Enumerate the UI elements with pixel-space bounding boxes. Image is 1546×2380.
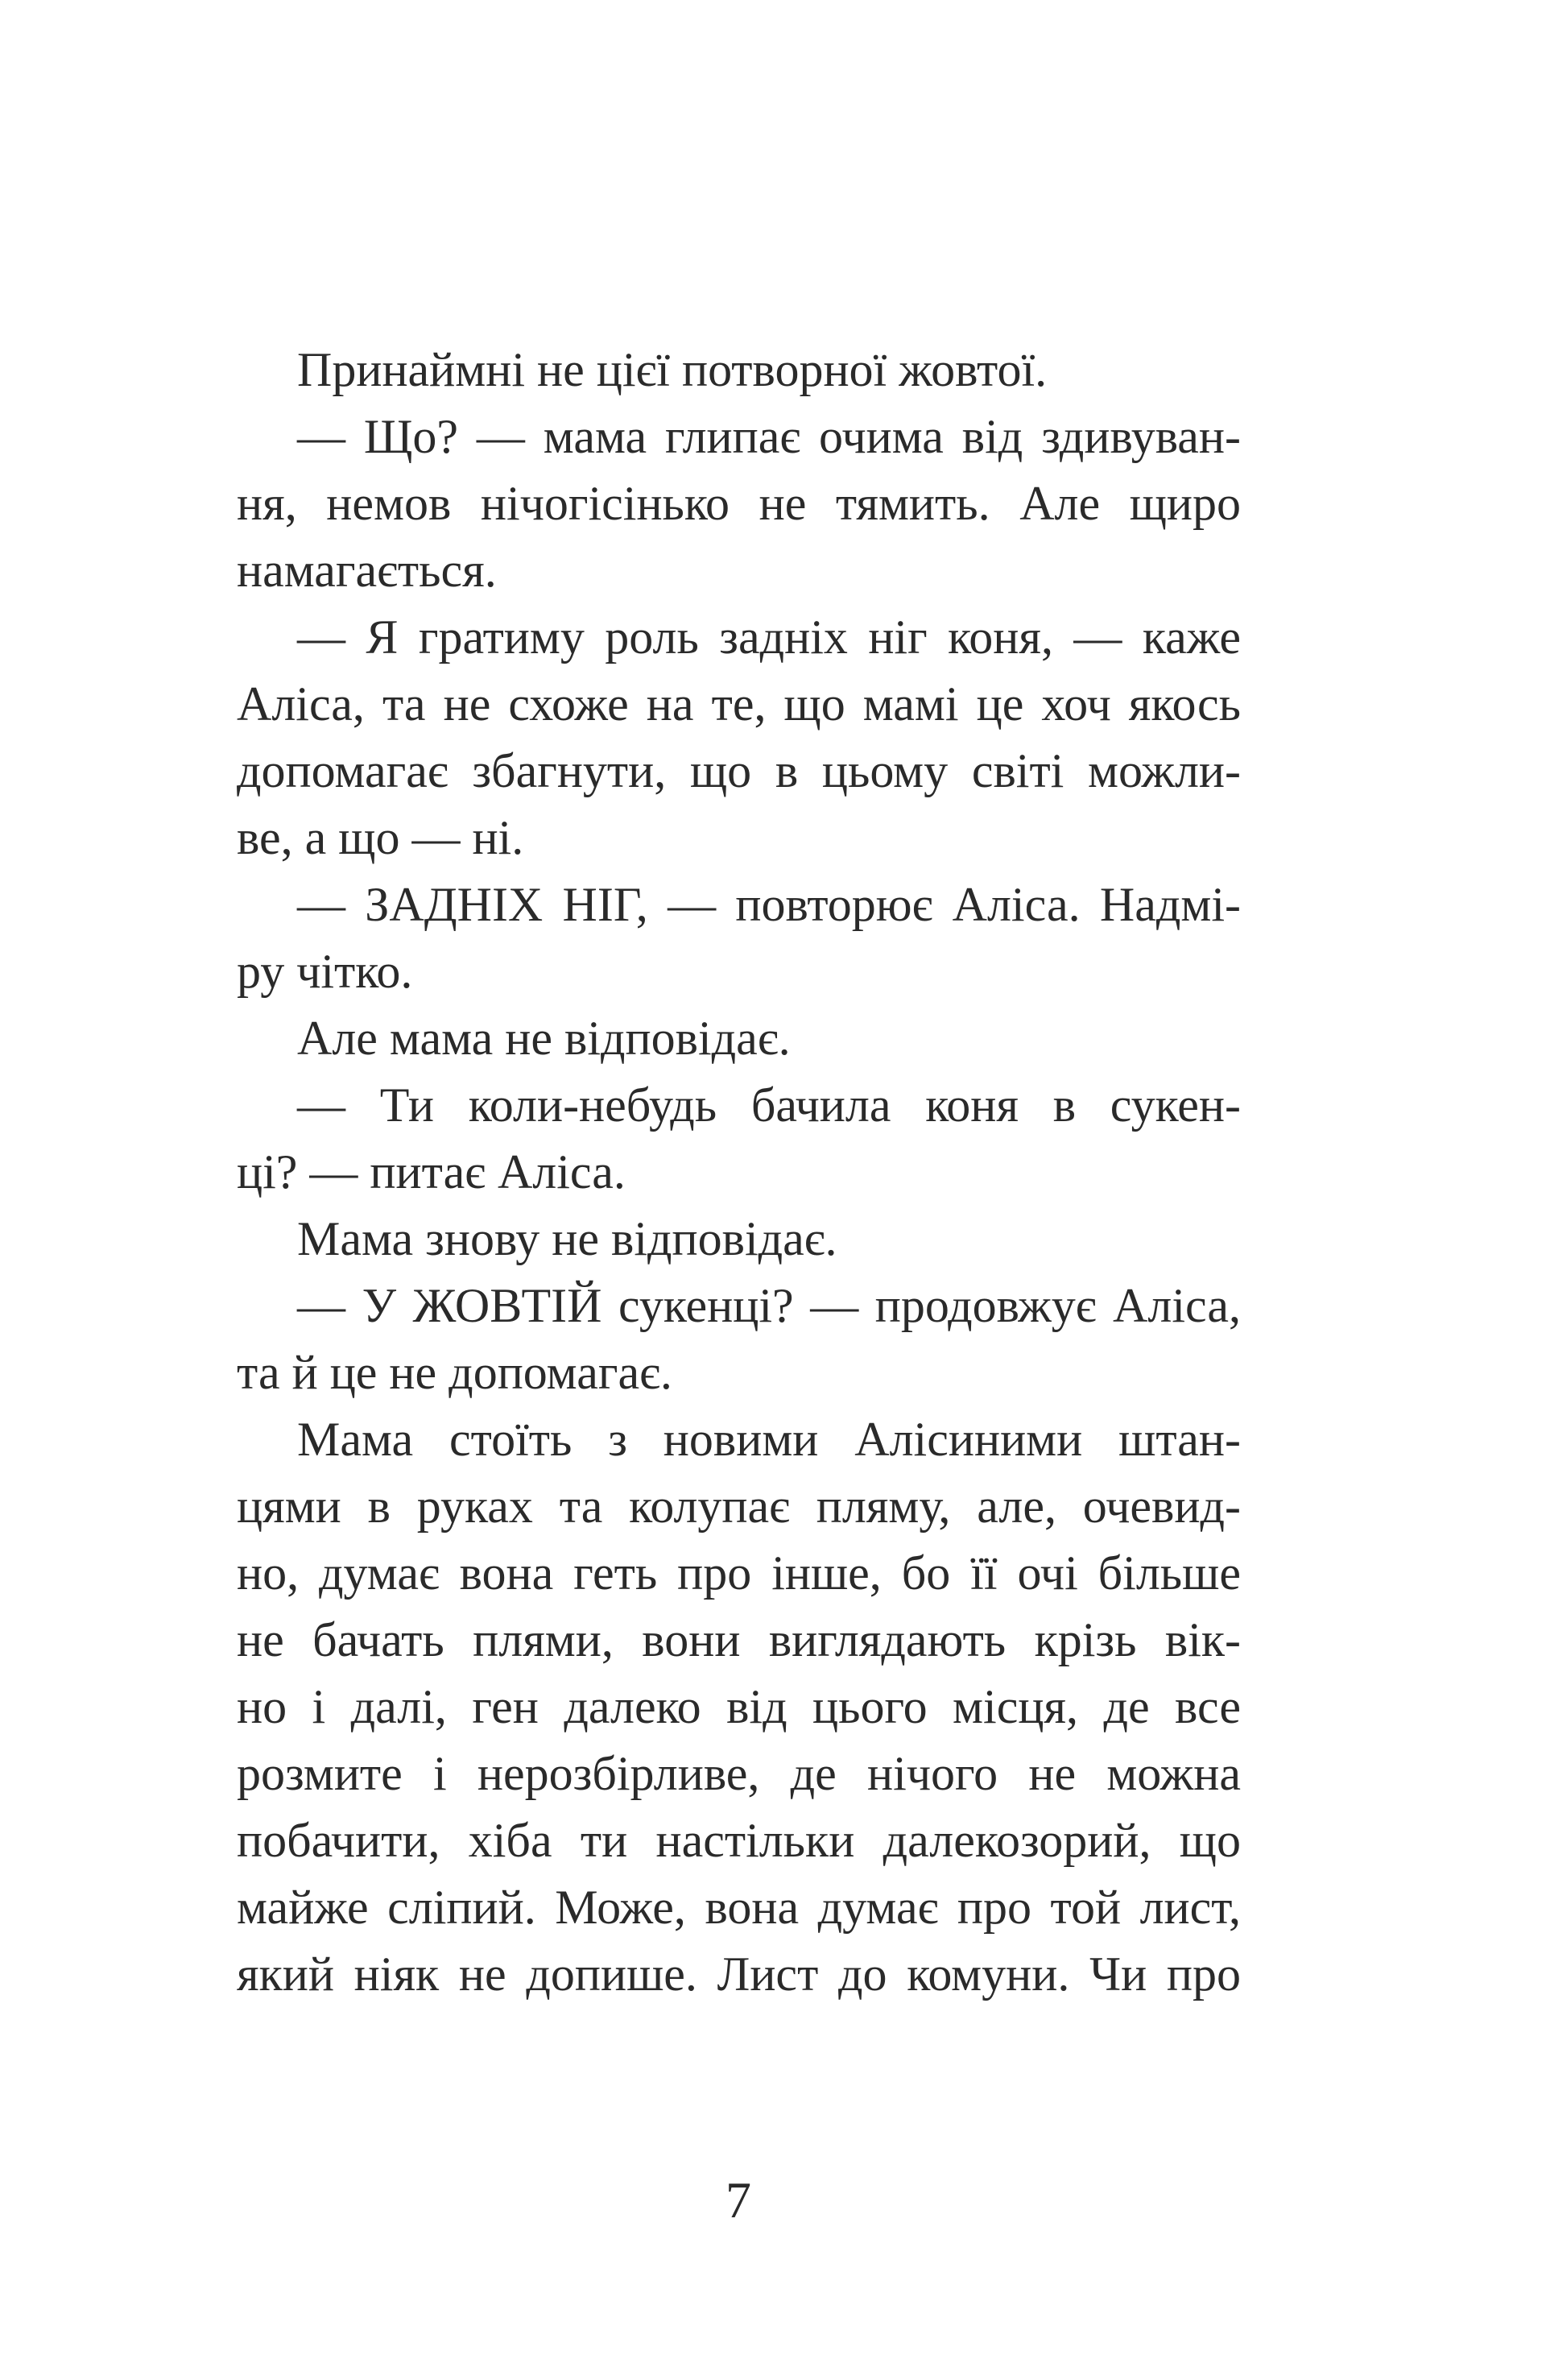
text-line: ру чітко. <box>237 945 413 998</box>
text-line: ня, немов нічогісінько не тямить. Але щиро <box>237 477 1241 530</box>
text-line: та й це не допомагає. <box>237 1346 672 1399</box>
text-line: — Що? — мама глипає очима від здивуван- <box>297 410 1241 463</box>
text-line: Але мама не відповідає. <box>297 1012 791 1065</box>
text-line: но, думає вона геть про інше, бо її очі більше <box>237 1546 1241 1600</box>
text-line: Мама знову не відповідає. <box>297 1212 837 1265</box>
text-line: — Ти коли-небудь бачила коня в сукен- <box>297 1078 1241 1132</box>
text-line: Мама стоїть з новими Алісиними штан- <box>297 1413 1241 1466</box>
text-line: який ніяк не допише. Лист до комуни. Чи про <box>237 1947 1241 2001</box>
text-line: розмите і нерозбірливе, де нічого не можна <box>237 1747 1241 1800</box>
text-line: — У ЖОВТІЙ сукенці? — продовжує Аліса, <box>297 1279 1241 1332</box>
text-line: побачити, хіба ти настільки далекозорий, що <box>237 1814 1241 1867</box>
body-text <box>237 337 1241 2008</box>
text-line: намагається. <box>237 544 497 597</box>
text-line: но і далі, ген далеко від цього місця, де все <box>237 1680 1241 1733</box>
text-line: ве, а що — ні. <box>237 811 524 864</box>
text-line: Принаймні не цієї потворної жовтої. <box>297 343 1048 396</box>
text-line: допомагає збагнути, що в цьому світі можли- <box>237 744 1241 797</box>
page-number: 7 <box>725 2171 751 2229</box>
text-line: — Я гратиму роль задніх ніг коня, — каже <box>297 611 1241 664</box>
text-line: не бачать плями, вони виглядають крізь вік- <box>237 1613 1241 1666</box>
text-line: ці? — питає Аліса. <box>237 1145 626 1198</box>
text-line: — ЗАДНІХ НІГ, — повторює Аліса. Надмі- <box>297 878 1241 931</box>
text-line: Аліса, та не схоже на те, що мамі це хоч якось <box>237 677 1241 731</box>
text-line: цями в руках та колупає пляму, але, очевид- <box>237 1480 1241 1533</box>
text-line: майже сліпий. Може, вона думає про той лист, <box>237 1881 1241 1934</box>
